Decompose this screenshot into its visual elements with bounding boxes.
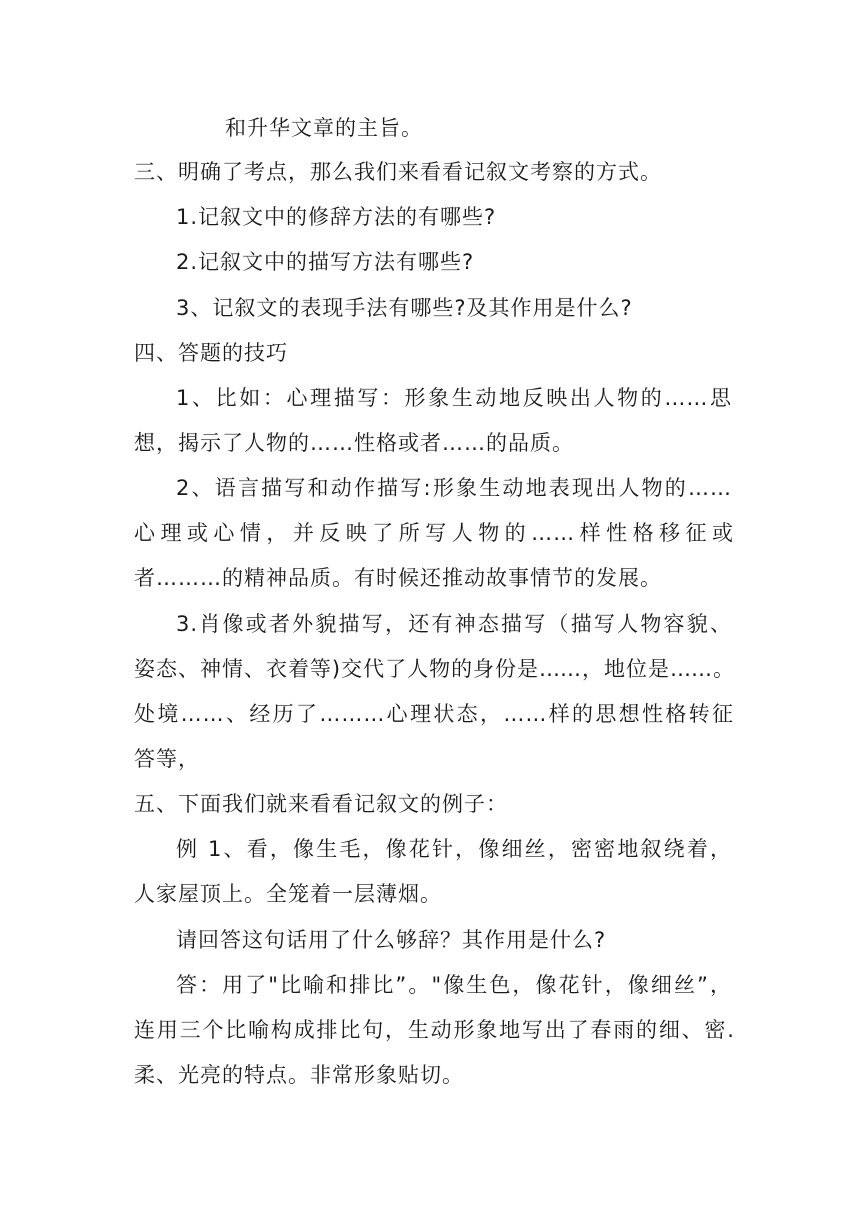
question-line: 请回答这句话用了什么够辞？其作用是什么? bbox=[176, 928, 607, 952]
section-heading: 四、答题的技巧 bbox=[134, 341, 288, 365]
paragraph-line: 心理或心情，并反映了所写人物的……样性格移征或 bbox=[134, 521, 734, 545]
question-item: 2.记叙文中的描写方法有哪些? bbox=[176, 250, 475, 274]
answer-line: 柔、光亮的特点。非常形象贴切。 bbox=[134, 1063, 464, 1087]
question-item: 1.记叙文中的修辞方法的有哪些? bbox=[176, 205, 497, 229]
paragraph-line: 者………的精神品质。有时候还推动故事情节的发展。 bbox=[134, 566, 662, 590]
section-heading: 三、明确了考点，那么我们来看看记叙文考察的方式。 bbox=[134, 160, 662, 184]
answer-line: 答：用了"比喻和排比”。"像生色，像花针，像细丝”， bbox=[176, 973, 732, 997]
section-heading: 五、下面我们就来看看记叙文的例子： bbox=[134, 792, 508, 816]
paragraph-line: 3.肖像或者外貌描写，还有神态描写（描写人物容貌、 bbox=[176, 612, 732, 636]
paragraph-line: 2、语言描写和动作描写:形象生动地表现出人物的…… bbox=[176, 476, 732, 500]
paragraph-line: 和升华文章的主旨。 bbox=[225, 116, 423, 140]
example-line: 例 1、看，像生毛，像花针，像细丝，密密地叙绕着， bbox=[176, 837, 732, 861]
answer-line: 连用三个比喻构成排比句，生动形象地写出了春雨的细、密. bbox=[134, 1018, 734, 1042]
paragraph-line: 想，揭示了人物的……性格或者……的品质。 bbox=[134, 431, 574, 455]
question-item: 3、记叙文的表现手法有哪些?及其作用是什么? bbox=[176, 296, 633, 320]
paragraph-line: 答等， bbox=[134, 747, 200, 771]
example-line: 人家屋顶上。全笼着一层薄烟。 bbox=[134, 882, 442, 906]
paragraph-line: 姿态、神情、衣着等)交代了人物的身份是……，地位是……。 bbox=[134, 657, 734, 681]
paragraph-line: 1、比如：心理描写：形象生动地反映出人物的……思 bbox=[176, 386, 732, 410]
paragraph-line: 处境……、经历了………心理状态，……样的思想性格转征 bbox=[134, 702, 734, 726]
